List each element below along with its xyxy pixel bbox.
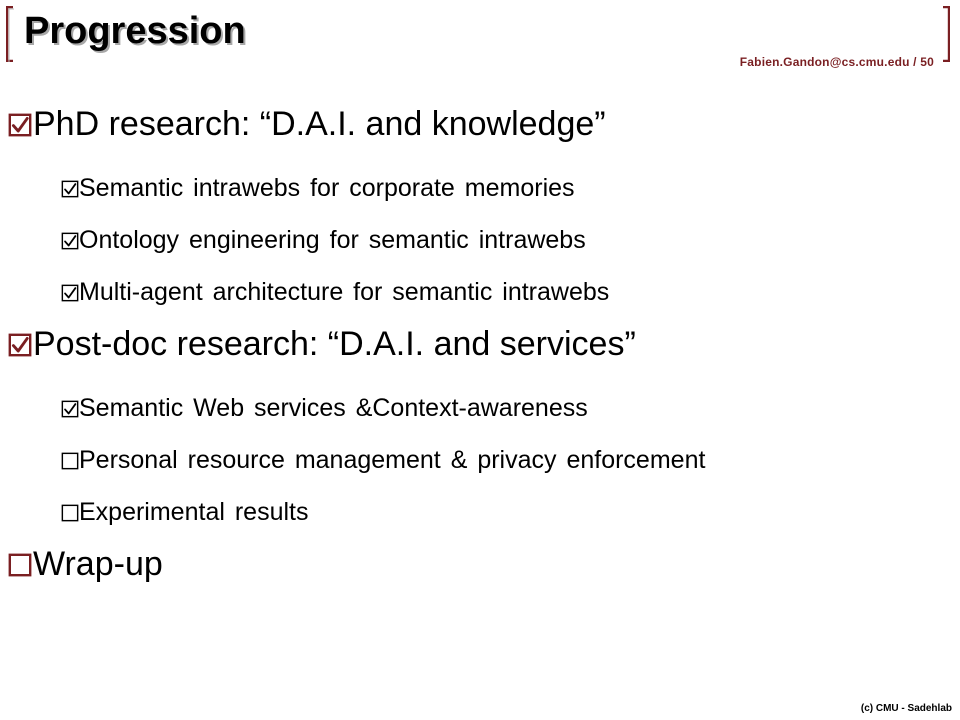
outline-item-semantic-web-services: Semantic Web services &Context-awareness [61,394,588,423]
checked-box-icon [61,400,79,418]
checked-box-icon [8,113,32,137]
unchecked-box-icon [8,553,32,577]
title-left-bracket [6,6,14,62]
outline-item-postdoc-research: Post-doc research: “D.A.I. and services” [8,325,636,364]
outline-item-semantic-intrawebs: Semantic intrawebs for corporate memories [61,174,575,203]
slide-title: Progression [24,10,246,52]
outline-item-multi-agent-architecture: Multi-agent architecture for semantic intrawebs [61,278,609,307]
title-right-bracket [942,6,950,62]
checked-box-icon [61,180,79,198]
checked-box-icon [8,333,32,357]
author-email-page-number: Fabien.Gandon@cs.cmu.edu / 50 [739,55,934,69]
unchecked-box-icon [61,452,79,470]
copyright-footer: (c) CMU - Sadehlab [860,703,952,714]
outline-item-phd-research: PhD research: “D.A.I. and knowledge” [8,105,606,144]
outline-item-personal-resource-management: Personal resource management & privacy enforcement [61,446,705,475]
unchecked-box-icon [61,504,79,522]
outline-item-experimental-results: Experimental results [61,498,308,527]
outline-item-ontology-engineering: Ontology engineering for semantic intrawebs [61,226,586,255]
checked-box-icon [61,284,79,302]
checked-box-icon [61,232,79,250]
outline-item-wrap-up: Wrap-up [8,545,163,584]
